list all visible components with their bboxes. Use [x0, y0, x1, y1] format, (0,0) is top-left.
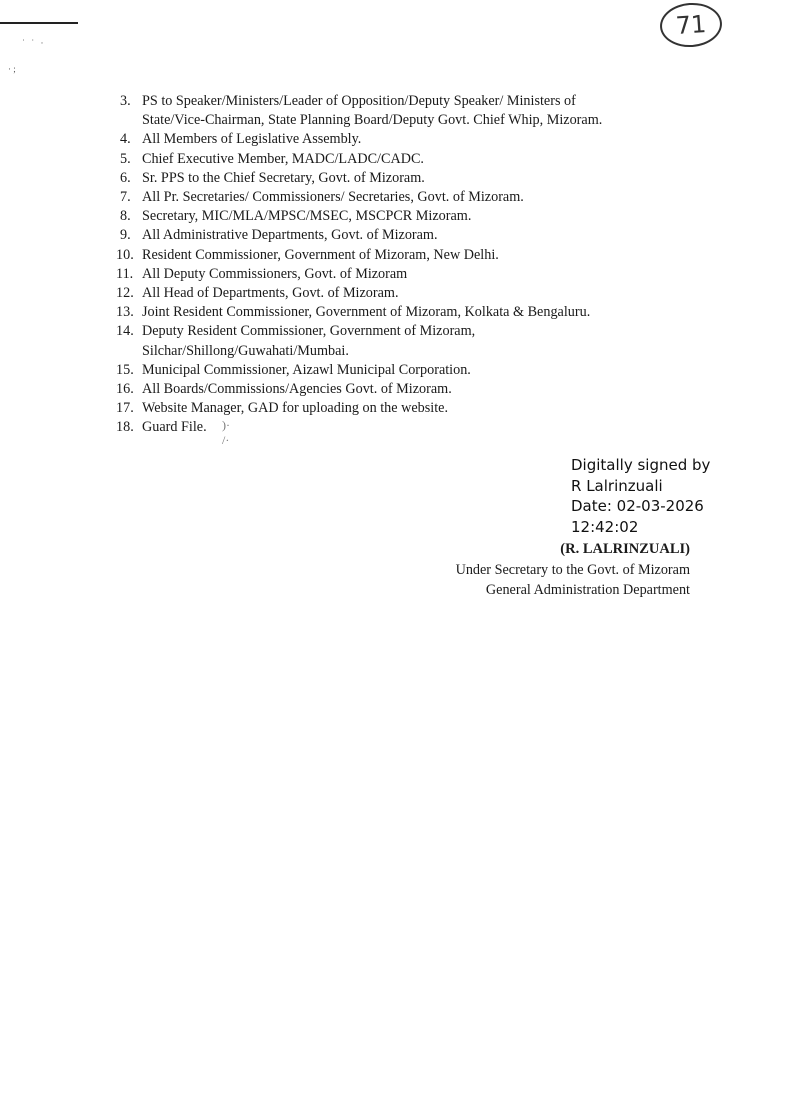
item-number: 13. — [116, 304, 134, 321]
digital-signature-block — [571, 455, 710, 537]
item-number: 15. — [116, 361, 134, 378]
list-item — [116, 207, 676, 226]
item-text: All Pr. Secretaries/ Commissioners/ Secretaries, Govt. of Mizoram. — [142, 189, 524, 206]
signature-line: Digitally signed by — [571, 456, 711, 474]
item-text: All Administrative Departments, Govt. of Mizoram. — [142, 227, 438, 244]
signature-signer: R Lalrinzuali — [571, 476, 663, 495]
item-number: 18. — [116, 419, 134, 436]
list-item — [116, 169, 676, 188]
list-item — [116, 399, 676, 418]
item-text: All Members of Legislative Assembly. — [142, 131, 362, 148]
list-item — [116, 418, 676, 437]
signature-date: Date: 02-03-2026 — [571, 497, 704, 515]
item-text: All Boards/Commissions/Agencies Govt. of Mizoram. — [142, 381, 452, 398]
item-number: 9. — [120, 227, 131, 244]
item-number: 14. — [116, 323, 134, 340]
item-text: Sr. PPS to the Chief Secretary, Govt. of Mizoram. — [142, 169, 425, 186]
page-number-stamp: 71 — [659, 1, 724, 49]
item-text: Chief Executive Member, MADC/LADC/CADC. — [142, 150, 424, 167]
item-text: Website Manager, GAD for uploading on the website. — [142, 400, 448, 417]
item-number: 4. — [120, 131, 131, 148]
item-text: PS to Speaker/Ministers/Leader of Opposition/Deputy Speaker/ Ministers of — [142, 93, 576, 109]
list-item — [116, 265, 676, 284]
item-text: Deputy Resident Commissioner, Government of Mizoram, — [142, 323, 476, 340]
list-item — [116, 226, 676, 245]
item-text: State/Vice-Chairman, State Planning Board/Deputy Govt. Chief Whip, Mizoram. — [142, 112, 603, 129]
item-text: Joint Resident Commissioner, Government of Mizoram, Kolkata & Bengaluru. — [142, 304, 591, 321]
signer-designation — [456, 561, 690, 600]
list-item — [116, 361, 676, 380]
list-item — [116, 92, 676, 130]
top-rule — [0, 22, 78, 24]
item-text: Secretary, MIC/MLA/MPSC/MSEC, MSCPCR Mizoram. — [142, 208, 472, 225]
scan-speck: · ; — [8, 64, 16, 74]
item-number: 17. — [116, 400, 134, 417]
signer-name: (R. LALRINZUALI) — [560, 541, 690, 557]
list-item — [116, 284, 676, 303]
list-item — [116, 322, 676, 360]
scan-speck: ˙ ˙ · — [22, 38, 46, 48]
list-item — [116, 380, 676, 399]
list-item — [116, 130, 676, 149]
item-number: 3. — [120, 93, 131, 109]
item-text: All Head of Departments, Govt. of Mizoram. — [142, 285, 399, 302]
designation-department: General Administration Department — [485, 581, 690, 598]
list-item — [116, 188, 676, 207]
pen-mark: )· /· — [222, 418, 230, 447]
item-text: All Deputy Commissioners, Govt. of Mizoram — [142, 265, 408, 282]
item-number: 8. — [120, 208, 131, 225]
item-number: 5. — [120, 150, 131, 167]
item-number: 7. — [120, 189, 131, 206]
item-number: 6. — [120, 169, 131, 186]
item-text: Resident Commissioner, Government of Mizoram, New Delhi. — [142, 246, 499, 263]
item-number: 12. — [116, 285, 134, 302]
signature-time: 12:42:02 — [571, 517, 639, 536]
item-text: Guard File. — [142, 419, 207, 436]
distribution-list — [116, 92, 676, 438]
list-item — [116, 246, 676, 265]
item-text: Silchar/Shillong/Guwahati/Mumbai. — [142, 342, 349, 359]
item-number: 10. — [116, 246, 134, 263]
list-item — [116, 150, 676, 169]
item-text: Municipal Commissioner, Aizawl Municipal Corporation. — [142, 361, 471, 378]
list-item — [116, 303, 676, 322]
item-number: 11. — [116, 265, 134, 282]
designation-title: Under Secretary to the Govt. of Mizoram — [455, 562, 690, 578]
item-number: 16. — [116, 381, 134, 398]
